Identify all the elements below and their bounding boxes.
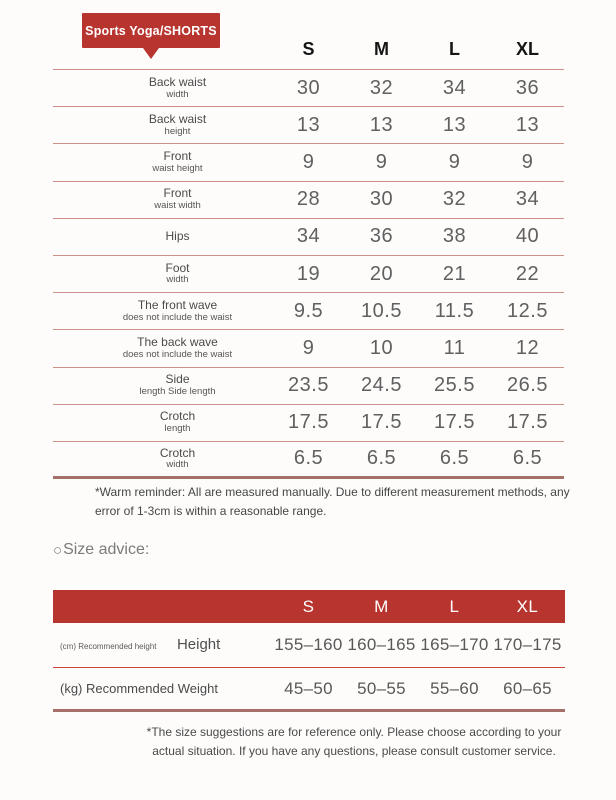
advice-table-header bbox=[53, 590, 565, 623]
row-label: Side bbox=[165, 372, 190, 387]
size-value: 32 bbox=[442, 188, 467, 211]
size-table-row bbox=[53, 256, 564, 293]
row-label: The front wave bbox=[137, 297, 218, 312]
size-value: 6.5 bbox=[512, 447, 543, 470]
row-sublabel: waist width bbox=[154, 200, 201, 212]
row-unit-prefix: (cm) Recommended height bbox=[60, 642, 157, 651]
row-label: Front bbox=[163, 149, 192, 164]
row-label: Crotch bbox=[159, 409, 196, 424]
size-value: 17.5 bbox=[288, 411, 329, 434]
product-tag-label: Sports Yoga/SHORTS bbox=[85, 23, 217, 38]
advice-value: 160–165 bbox=[347, 635, 416, 654]
size-value: 17.5 bbox=[434, 411, 475, 434]
size-value: 26.5 bbox=[507, 374, 548, 397]
row-label: Height bbox=[176, 636, 221, 653]
row-sublabel: width bbox=[166, 459, 189, 471]
row-sublabel: waist height bbox=[152, 162, 203, 174]
advice-footnote: *The size suggestions are for reference only. Please choose according to your actual situation. If you have any questions, please consult customer service. bbox=[146, 725, 562, 759]
row-sublabel: height bbox=[164, 125, 191, 137]
size-value: 13 bbox=[442, 113, 467, 136]
row-label: Back waist bbox=[148, 74, 207, 89]
size-value: 11 bbox=[443, 336, 466, 359]
size-table-row bbox=[53, 405, 564, 442]
size-value: 19 bbox=[296, 262, 321, 285]
size-value: 36 bbox=[369, 225, 394, 248]
advice-value: 45–50 bbox=[284, 678, 333, 698]
size-value: 10 bbox=[369, 336, 394, 359]
row-label: Foot bbox=[165, 260, 190, 275]
column-header-xl: XL bbox=[515, 38, 539, 59]
column-header-s: S bbox=[302, 38, 315, 59]
column-header-m: M bbox=[374, 38, 389, 59]
column-header-s: S bbox=[302, 596, 315, 616]
size-value: 12 bbox=[515, 336, 540, 359]
size-table-row bbox=[53, 368, 564, 405]
row-label: (kg) Recommended Weight bbox=[60, 680, 218, 696]
size-value: 34 bbox=[296, 225, 321, 248]
size-value: 23.5 bbox=[288, 374, 329, 397]
advice-table-row bbox=[53, 668, 565, 712]
size-table-row bbox=[53, 330, 564, 367]
size-value: 21 bbox=[442, 262, 467, 285]
size-table-row bbox=[53, 293, 564, 330]
advice-value: 55–60 bbox=[430, 678, 479, 698]
size-value: 6.5 bbox=[366, 447, 397, 470]
row-sublabel: length Side length bbox=[139, 386, 216, 398]
size-value: 13 bbox=[296, 113, 321, 136]
row-label: The back wave bbox=[137, 335, 218, 350]
size-value: 30 bbox=[296, 76, 321, 99]
size-value: 28 bbox=[296, 188, 321, 211]
size-value: 32 bbox=[369, 76, 394, 99]
row-label: Back waist bbox=[148, 111, 207, 126]
size-value: 34 bbox=[442, 76, 467, 99]
size-value: 13 bbox=[515, 113, 540, 136]
size-value: 9 bbox=[375, 150, 388, 173]
size-table-header bbox=[53, 30, 564, 68]
size-table-row bbox=[53, 70, 564, 107]
warm-reminder-note: *Warm reminder: All are measured manually. Due to different measurement methods, any error of 1-3cm is within a reasonable range. bbox=[95, 485, 570, 518]
size-advice-label: Size advice: bbox=[63, 541, 150, 558]
size-table-row bbox=[53, 144, 564, 181]
size-value: 9 bbox=[448, 150, 461, 173]
column-header-l: L bbox=[449, 38, 460, 59]
advice-value: 50–55 bbox=[357, 678, 406, 698]
row-label: Crotch bbox=[159, 445, 196, 460]
advice-table bbox=[53, 590, 565, 712]
advice-table-row bbox=[53, 623, 565, 668]
advice-table-body bbox=[53, 623, 565, 712]
row-sublabel: width bbox=[166, 88, 189, 100]
row-sublabel: length bbox=[164, 423, 191, 435]
size-value: 17.5 bbox=[361, 411, 402, 434]
row-label: Hips bbox=[165, 228, 190, 243]
size-value: 20 bbox=[369, 262, 394, 285]
size-value: 13 bbox=[369, 113, 394, 136]
size-value: 9.5 bbox=[293, 299, 324, 322]
size-table-row bbox=[53, 107, 564, 144]
size-value: 40 bbox=[515, 225, 540, 248]
advice-value: 165–170 bbox=[420, 635, 489, 654]
size-table bbox=[53, 69, 564, 479]
size-value: 9 bbox=[302, 336, 315, 359]
size-value: 38 bbox=[442, 225, 467, 248]
size-table-row bbox=[53, 219, 564, 256]
size-value: 9 bbox=[521, 150, 534, 173]
row-sublabel: does not include the waist bbox=[122, 348, 233, 360]
column-header-l: L bbox=[449, 596, 460, 616]
row-label: Front bbox=[163, 186, 192, 201]
size-value: 17.5 bbox=[507, 411, 548, 434]
size-value: 12.5 bbox=[507, 299, 548, 322]
circle-icon: ○ bbox=[53, 541, 63, 559]
size-value: 6.5 bbox=[439, 447, 470, 470]
column-header-xl: XL bbox=[516, 596, 539, 616]
advice-value: 170–175 bbox=[493, 635, 562, 654]
advice-value: 155–160 bbox=[274, 635, 343, 654]
size-value: 10.5 bbox=[361, 299, 402, 322]
size-table-row bbox=[53, 442, 564, 479]
column-header-m: M bbox=[374, 596, 389, 616]
size-advice-title bbox=[53, 541, 149, 559]
size-value: 22 bbox=[515, 262, 540, 285]
row-sublabel: does not include the waist bbox=[122, 311, 233, 323]
size-value: 36 bbox=[515, 76, 540, 99]
size-value: 11.5 bbox=[434, 299, 475, 322]
size-value: 25.5 bbox=[434, 374, 475, 397]
size-value: 34 bbox=[515, 188, 540, 211]
advice-value: 60–65 bbox=[503, 678, 552, 698]
size-value: 24.5 bbox=[361, 374, 402, 397]
size-value: 30 bbox=[369, 188, 394, 211]
size-table-row bbox=[53, 182, 564, 219]
row-sublabel: width bbox=[166, 274, 189, 286]
size-value: 9 bbox=[302, 150, 315, 173]
size-value: 6.5 bbox=[293, 447, 324, 470]
